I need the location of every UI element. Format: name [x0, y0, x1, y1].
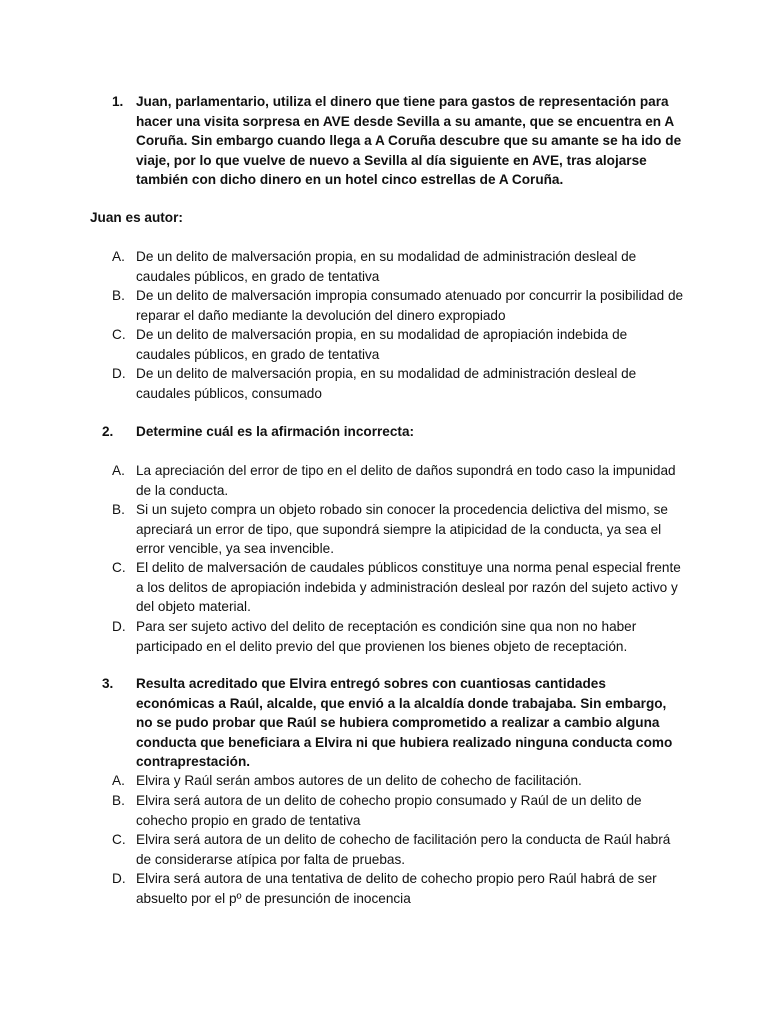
- q1-option-d-letter: D.: [112, 366, 126, 381]
- q2-option-c-letter: C.: [112, 560, 126, 575]
- question-2-text: Determine cuál es la afirmación incorrecta:: [136, 424, 415, 439]
- q2-option-c-text: El delito de malversación de caudales públicos constituye una norma penal especial frente a los delitos de apropiación indebida y administración desleal por razón del sujeto activo y del objeto material.: [136, 560, 681, 614]
- q2-option-b-letter: B.: [112, 502, 125, 517]
- q3-option-a-text: Elvira y Raúl serán ambos autores de un delito de cohecho de facilitación.: [136, 773, 582, 788]
- question-1-number: 1.: [112, 94, 124, 109]
- question-2-number: 2.: [102, 424, 114, 439]
- q1-option-c-letter: C.: [112, 327, 126, 342]
- q1-option-a-letter: A.: [112, 249, 125, 264]
- q3-option-b-letter: B.: [112, 793, 125, 808]
- question-3-text: Resulta acreditado que Elvira entregó sobres con cuantiosas cantidades económicas a Raúl, alcalde, que envió a la alcaldía donde trabajaba. Sin embargo, no se pudo probar que Raúl se hubiera comprometido a realizar a cambio alguna conducta que beneficiara a Elvira ni que hubiera realizado ninguna conducta como contraprestación.: [136, 676, 673, 769]
- q2-option-d-letter: D.: [112, 619, 126, 634]
- q3-option-d-text: Elvira será autora de una tentativa de delito de cohecho propio pero Raúl habrá de ser absuelto por el pº de presunción de inocencia: [136, 871, 657, 906]
- q3-option-c-letter: C.: [112, 832, 126, 847]
- q1-option-a-text: De un delito de malversación propia, en su modalidad de administración desleal de caudales públicos, en grado de tentativa: [136, 249, 637, 284]
- question-3-number: 3.: [102, 676, 114, 691]
- question-1-prompt: Juan es autor:: [90, 210, 183, 225]
- q3-option-c-text: Elvira será autora de un delito de cohecho de facilitación pero la conducta de Raúl habrá de considerarse atípica por falta de pruebas.: [136, 832, 671, 867]
- q2-option-a-letter: A.: [112, 463, 125, 478]
- q1-option-b-letter: B.: [112, 288, 125, 303]
- q3-option-b-text: Elvira será autora de un delito de cohecho propio consumado y Raúl de un delito de cohecho propio en grado de tentativa: [136, 793, 642, 828]
- question-1-text: Juan, parlamentario, utiliza el dinero que tiene para gastos de representación para hacer una visita sorpresa en AVE desde Sevilla a su amante, que se encuentra en A Coruña. Sin embargo cuando llega a A Coruña descubre que su amante se ha ido de viaje, por lo que vuelve de nuevo a Sevilla al día siguiente en AVE, tras alojarse también con dicho dinero en un hotel cinco estrellas de A Coruña.: [136, 94, 682, 187]
- q3-option-d-letter: D.: [112, 871, 126, 886]
- q1-option-c-text: De un delito de malversación propia, en su modalidad de apropiación indebida de caudales públicos, en grado de tentativa: [136, 327, 628, 362]
- q2-option-d-text: Para ser sujeto activo del delito de receptación es condición sine qua non no haber participado en el delito previo del que provienen los bienes objeto de receptación.: [136, 619, 637, 654]
- q1-option-d-text: De un delito de malversación propia, en su modalidad de administración desleal de caudales públicos, consumado: [136, 366, 637, 401]
- q2-option-b-text: Si un sujeto compra un objeto robado sin conocer la procedencia delictiva del mismo, se apreciará un error de tipo, que supondrá siempre la atipicidad de la conducta, ya sea el error vencible, ya sea invencible.: [136, 502, 668, 556]
- q1-option-b-text: De un delito de malversación impropia consumado atenuado por concurrir la posibilidad de reparar el daño mediante la devolución del dinero expropiado: [136, 288, 684, 323]
- q3-option-a-letter: A.: [112, 773, 125, 788]
- q2-option-a-text: La apreciación del error de tipo en el delito de daños supondrá en todo caso la impunidad de la conducta.: [136, 463, 676, 498]
